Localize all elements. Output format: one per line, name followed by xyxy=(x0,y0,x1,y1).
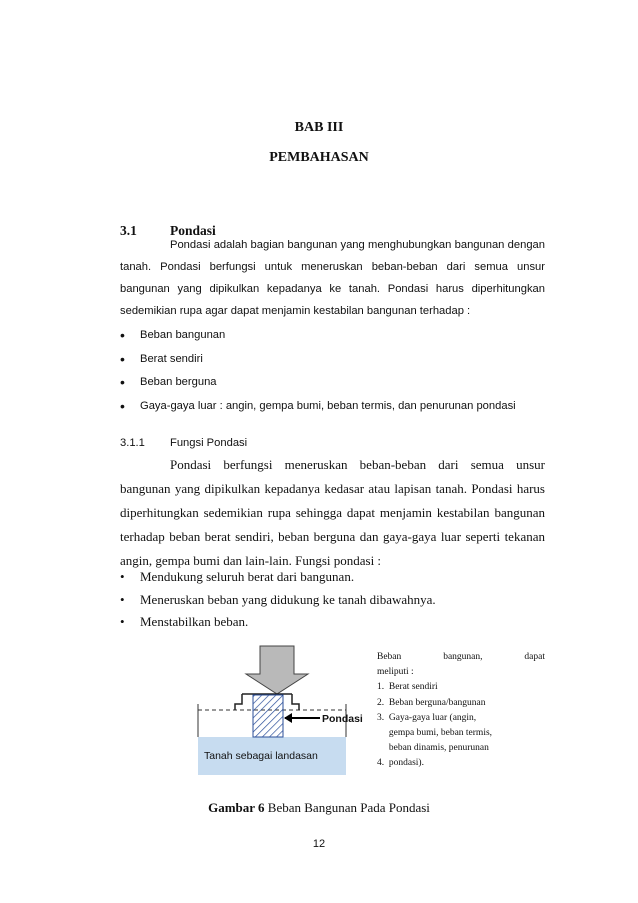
section-title: Pondasi xyxy=(170,223,216,238)
caption-text: Beban Bangunan Pada Pondasi xyxy=(267,800,430,815)
list-item: • Mendukung seluruh berat dari bangunan. xyxy=(120,566,436,589)
list-item: • Beban berguna xyxy=(120,371,516,395)
legend-sub: meliputi : xyxy=(377,667,414,678)
caption-label: Gambar 6 xyxy=(208,800,265,815)
list-item: • Menstabilkan beban. xyxy=(120,611,436,634)
section-bullet-list xyxy=(120,324,516,418)
foundation-outline-right xyxy=(292,694,299,710)
list-item: • Gaya-gaya luar : angin, gempa bumi, beban termis, dan penurunan pondasi xyxy=(120,395,516,419)
legend-item: beban dinamis, penurunan xyxy=(377,743,489,754)
legend-item: 4. pondasi). xyxy=(377,758,424,769)
subsection-paragraph: Pondasi berfungsi meneruskan beban-beban dari semua unsur bangunan yang dipikulkan kepadanya kedasar atau lapisan tanah. Pondasi harus diperhitungkan sedemikian rupa sehingga dapat menjamin kestabilan bangunan terhadap beban berat sendiri, beban berguna dan gaya-gaya luar seperti tekanan angin, gempa bumi dan lain-lain. Fungsi pondasi : xyxy=(120,457,545,568)
section-number: 3.1 xyxy=(120,223,137,238)
chapter-title: PEMBAHASAN xyxy=(269,150,369,165)
legend-item: 1. Berat sendiri xyxy=(377,682,438,693)
figure-legend xyxy=(377,650,545,772)
legend-head: Beban bangunan, dapat xyxy=(377,652,545,662)
page-number: 12 xyxy=(312,838,326,850)
legend-item: 2. Beban berguna/bangunan xyxy=(377,697,486,708)
subsection-number: 3.1.1 xyxy=(120,437,145,449)
list-item: • Meneruskan beban yang didukung ke tanah dibawahnya. xyxy=(120,589,436,612)
list-item: • Beban bangunan xyxy=(120,324,516,348)
subsection-title: Fungsi Pondasi xyxy=(170,437,248,449)
chapter-label: BAB III xyxy=(294,120,344,135)
legend-item: gempa bumi, beban termis, xyxy=(377,728,493,739)
figure-caption xyxy=(0,800,638,816)
list-item: • Berat sendiri xyxy=(120,348,516,372)
section-paragraph: Pondasi adalah bagian bangunan yang menghubungkan bangunan dengan tanah. Pondasi berfungsi untuk meneruskan beban-beban dari semua unsur bangunan yang dipikulkan kepadanya ke tanah. Pondasi harus diperhitungkan sedemikian rupa agar dapat menjamin kestabilan bangunan terhadap : xyxy=(120,239,545,317)
pondasi-pointer-arrow-icon xyxy=(284,713,292,723)
subsection-bullet-list xyxy=(120,566,436,634)
foundation-outline xyxy=(235,694,242,710)
load-arrow-icon xyxy=(246,646,308,694)
foundation-block xyxy=(253,695,283,737)
soil-label: Tanah sebagai landasan xyxy=(204,750,318,762)
legend-item: 3. Gaya-gaya luar (angin, xyxy=(377,712,477,723)
pondasi-label: Pondasi xyxy=(322,713,363,725)
